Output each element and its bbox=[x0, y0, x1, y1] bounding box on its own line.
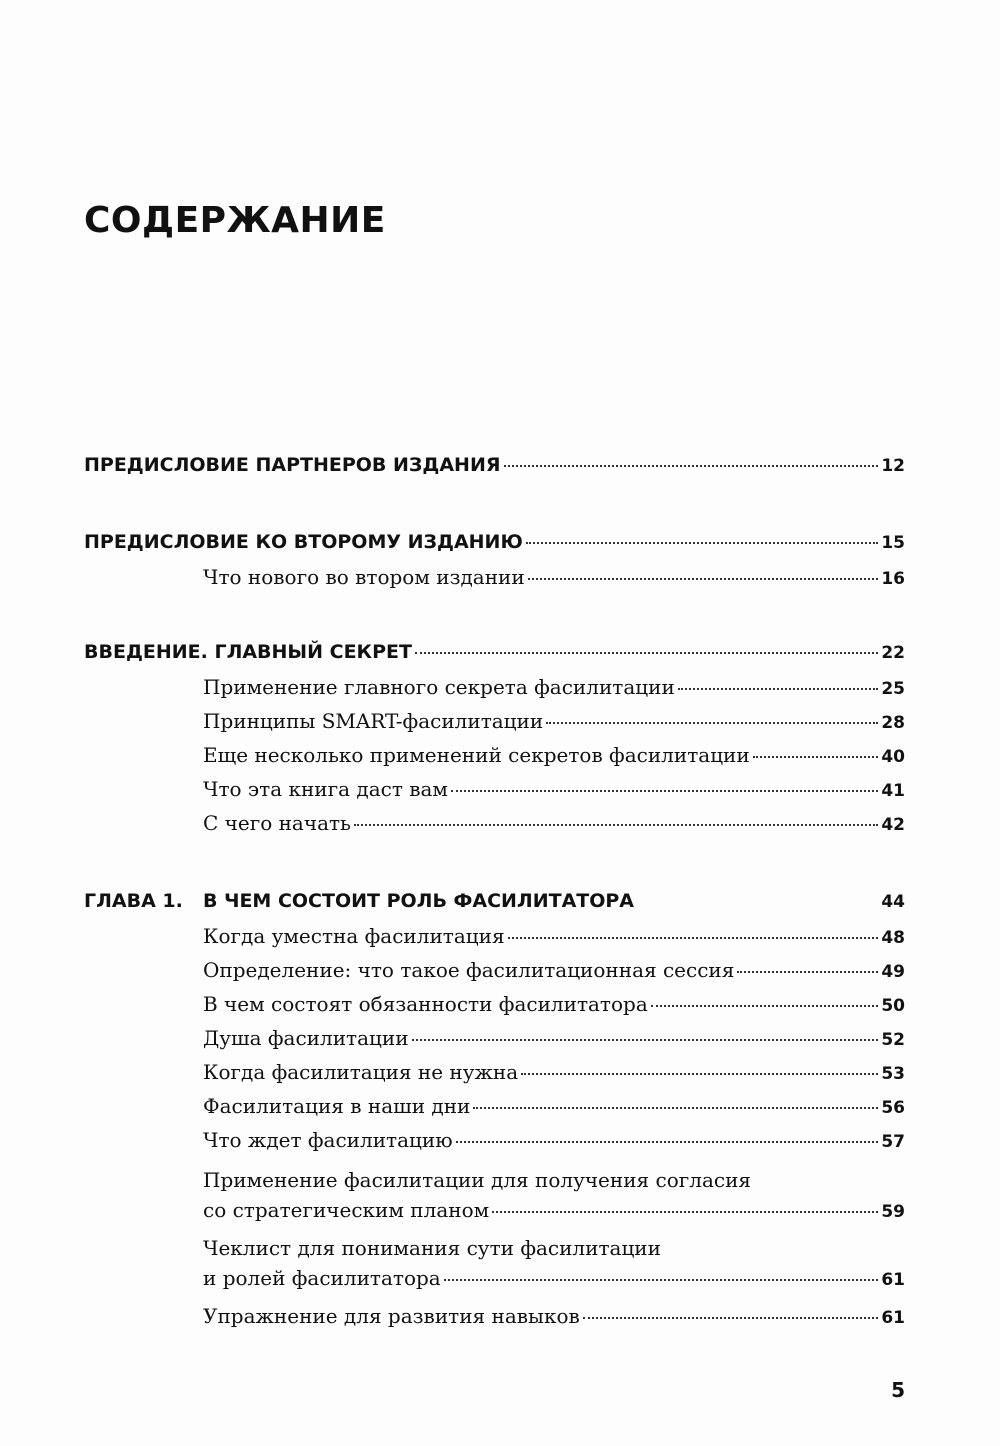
toc-subentry-first-line: Чеклист для понимания сути фасилитации bbox=[203, 1236, 661, 1260]
toc-entry-page: 12 bbox=[881, 456, 905, 476]
toc-entry-page: 50 bbox=[881, 996, 905, 1016]
toc-entry-page: 56 bbox=[881, 1098, 905, 1118]
toc-subentry bbox=[203, 1026, 905, 1060]
toc-subentry bbox=[203, 1128, 905, 1162]
toc-entry-introduction bbox=[84, 641, 905, 675]
toc-entry-label: и ролей фасилитатора bbox=[203, 1266, 441, 1290]
toc-entry-label: ВВЕДЕНИЕ. ГЛАВНЫЙ СЕКРЕТ bbox=[84, 641, 412, 663]
toc-entry-label: С чего начать bbox=[203, 811, 351, 835]
toc-entry-page: 48 bbox=[881, 928, 905, 948]
toc-subentry bbox=[203, 1094, 905, 1128]
dot-leader bbox=[415, 651, 878, 654]
toc-entry-page: 52 bbox=[881, 1030, 905, 1050]
toc-subentry bbox=[203, 743, 905, 777]
toc-entry-label: Упражнение для развития навыков bbox=[203, 1304, 580, 1328]
toc-entry-page: 22 bbox=[881, 643, 905, 663]
dot-leader bbox=[451, 789, 878, 792]
toc-entry-page: 61 bbox=[881, 1308, 905, 1328]
toc-entry-label: Еще несколько применений секретов фасилитации bbox=[203, 743, 750, 767]
toc-subentry bbox=[203, 565, 905, 599]
toc-entry-label: Что нового во втором издании bbox=[203, 565, 525, 589]
toc-entry-page: 42 bbox=[881, 815, 905, 835]
toc-entry-page: 44 bbox=[881, 892, 905, 912]
toc-entry-second-edition-foreword bbox=[84, 531, 905, 565]
toc-entry-page: 49 bbox=[881, 962, 905, 982]
toc-entry-label: Фасилитация в наши дни bbox=[203, 1094, 471, 1118]
toc-entry-label: Когда уместна фасилитация bbox=[203, 924, 505, 948]
dot-leader bbox=[456, 1140, 879, 1143]
dot-leader bbox=[444, 1278, 879, 1281]
toc-subentry bbox=[203, 1266, 905, 1300]
dot-leader bbox=[526, 541, 879, 544]
toc-entry-label: В чем состоят обязанности фасилитатора bbox=[203, 992, 648, 1016]
toc-entry-label: Душа фасилитации bbox=[203, 1026, 409, 1050]
toc-entry-label: Что ждет фасилитацию bbox=[203, 1128, 453, 1152]
toc-subentry bbox=[203, 675, 905, 709]
dot-leader bbox=[521, 1072, 878, 1075]
toc-entry-label: Что эта книга даст вам bbox=[203, 777, 448, 801]
dot-leader bbox=[737, 970, 878, 973]
chapter-title: В ЧЕМ СОСТОИТ РОЛЬ ФАСИЛИТАТОРА bbox=[203, 890, 635, 912]
toc-entry-page: 28 bbox=[881, 713, 905, 733]
toc-entry-label: Принципы SMART-фасилитации bbox=[203, 709, 544, 733]
toc-entry-page: 15 bbox=[881, 533, 905, 553]
toc-subentry-first-line: Применение фасилитации для получения согласия bbox=[203, 1168, 752, 1192]
toc-subentry bbox=[203, 958, 905, 992]
toc-subentry bbox=[203, 811, 905, 845]
toc-subentry bbox=[203, 1060, 905, 1094]
dot-leader bbox=[504, 464, 879, 467]
toc-entry-label: Когда фасилитация не нужна bbox=[203, 1060, 519, 1084]
toc-entry-label: ПРЕДИСЛОВИЕ ПАРТНЕРОВ ИЗДАНИЯ bbox=[84, 454, 501, 476]
toc-subentry bbox=[203, 924, 905, 958]
dot-leader bbox=[528, 577, 879, 580]
toc-entry-label: Определение: что такое фасилитационная сессия bbox=[203, 958, 735, 982]
dot-leader bbox=[678, 687, 879, 690]
toc-entry-partners-foreword bbox=[84, 454, 905, 488]
dot-leader bbox=[546, 721, 878, 724]
toc-entry-label: со стратегическим планом bbox=[203, 1198, 490, 1222]
toc-entry-label: Применение главного секрета фасилитации bbox=[203, 675, 675, 699]
dot-leader bbox=[651, 1004, 879, 1007]
toc-entry-page: 41 bbox=[881, 781, 905, 801]
toc-entry-page: 25 bbox=[881, 679, 905, 699]
page-title: СОДЕРЖАНИЕ bbox=[84, 200, 386, 241]
toc-subentry bbox=[203, 1198, 905, 1232]
toc-entry-page: 40 bbox=[881, 747, 905, 767]
toc-subentry bbox=[203, 1304, 905, 1338]
toc-subentry bbox=[203, 992, 905, 1026]
page-number: 5 bbox=[891, 1378, 905, 1402]
dot-leader bbox=[412, 1038, 879, 1041]
toc-subentry bbox=[203, 777, 905, 811]
dot-leader bbox=[492, 1210, 878, 1213]
toc-entry-page: 61 bbox=[881, 1270, 905, 1290]
chapter-number: ГЛАВА 1. bbox=[84, 890, 183, 912]
toc-subentry bbox=[203, 709, 905, 743]
dot-leader bbox=[508, 936, 879, 939]
toc-entry-page: 57 bbox=[881, 1132, 905, 1152]
toc-entry-page: 53 bbox=[881, 1064, 905, 1084]
toc-entry-page: 16 bbox=[881, 569, 905, 589]
dot-leader bbox=[753, 755, 879, 758]
toc-chapter-heading bbox=[84, 890, 905, 912]
dot-leader bbox=[583, 1316, 879, 1319]
dot-leader bbox=[473, 1106, 878, 1109]
dot-leader bbox=[354, 823, 878, 826]
toc-entry-label: ПРЕДИСЛОВИЕ КО ВТОРОМУ ИЗДАНИЮ bbox=[84, 531, 523, 553]
toc-entry-page: 59 bbox=[881, 1202, 905, 1222]
